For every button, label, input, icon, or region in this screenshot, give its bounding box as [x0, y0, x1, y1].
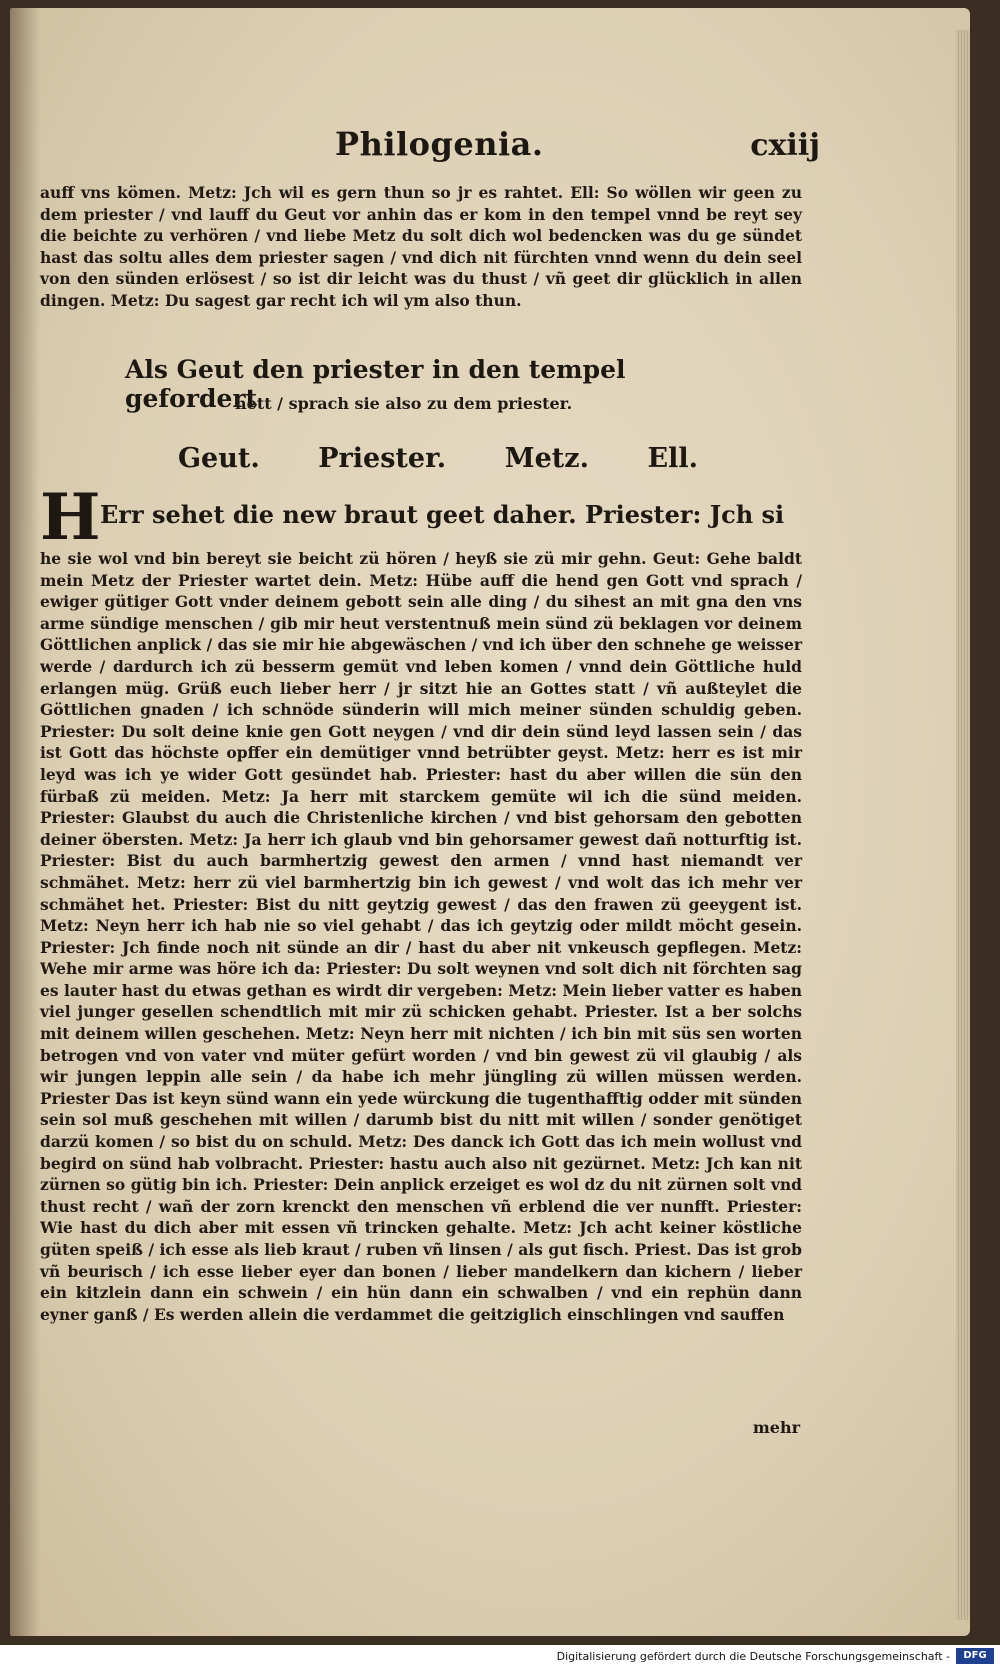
- running-title: Philogenia.: [335, 125, 544, 163]
- speaker-name: Ell.: [647, 443, 698, 474]
- speaker-list: [178, 443, 698, 474]
- section-subheading: hett / sprach sie also zu dem priester.: [235, 394, 573, 413]
- decorated-initial: H: [40, 480, 101, 555]
- page-edges: [956, 30, 970, 1620]
- footer-credit: Digitalisierung gefördert durch die Deutsche Forschungsgemeinschaft -: [556, 1650, 950, 1663]
- speaker-name: Geut.: [178, 443, 260, 474]
- speaker-name: Priester.: [318, 443, 447, 474]
- body-paragraph: he sie wol vnd bin bereyt sie beicht zü hören / heyß sie zü mir gehn. Geut: Gehe baldt mein Metz der Priester wartet dein. Metz: Hübe auff die hend gen Gott vnd sprach / ewiger gütiger Gott vnder deinem gebott sein alle ding / du sihest an mit gna den vns arme sündige menschen / gib mir heut verstentnuß mein sünd zü beklagen vor deinem Göttlichen anplick / das sie mir hie abgewäschen / vnd ich über den schnehe ge weisser werde / dardurch ich zü besserm gemüt vnd leben komen / vnnd dein Göttliche huld erlangen müg. Grüß euch lieber herr / jr sitzt hie an Gottes statt / vñ außteylet die Göttlichen gnaden / ich schnöde sünderin will mich meiner sünden schuldig geben. Priester: Du solt deine knie gen Gott neygen / vnd dir dein sünd leyd lassen sein / das ist Gott das höchste opffer ein demütiger vnnd betrübter geyst. Metz: herr es ist mir leyd was ich ye wider Gott gesündet hab. Priester: hast du aber willen die sün den fürbaß zü meiden. Metz: Ja herr mit starckem gemüte wil ich die sünd meiden. Priester: Glaubst du auch die Christenliche kirchen / vnd bist gehorsam den gebotten deiner öbersten. Metz: Ja herr ich glaub vnd bin gehorsamer gewest dañ notturftig ist. Priester: Bist du auch barmhertzig gewest den armen / vnnd hast niemandt ver schmähet. Metz: herr zü viel barmhertzig bin ich gewest / vnd wolt das ich mehr ver schmähet het. Priester: Bist du nitt geytzig gewest / das den frawen zü geeygent ist. Metz: Neyn herr ich hab nie so viel gehabt / das ich geytzig oder mildt möcht gesein. Priester: Jch finde noch nit sünde an dir / hast du aber nit vnkeusch gepflegen. Metz: Wehe mir arme was höre ich da: Priester: Du solt weynen vnd solt dich nit förchten sag es lauter hast du etwas gethan es wirdt dir vergeben: Metz: Mein lieber vatter es haben viel junger gesellen schendtlich mit mir zü schicken gehabt. Priester. Ist a ber solchs mit deinem willen geschehen. Metz: Neyn herr mit nichten / ich bin mit süs sen worten betrogen vnd von vater vnd müter gefürt worden / vnd bin gewest zü vil glaubig / als wir jungen leppin alle sein / da habe ich mehr jüngling zü willen müssen werden. Priester Das ist keyn sünd wann ein yede würckung die tugenthafftig odder mit sünden sein sol muß geschehen mit willen / darumb bist du nitt mit willen / sonder genötiget darzü komen / so bist du on schuld. Metz: Des danck ich Gott das ich mein wollust vnd begird on sünd hab volbracht. Priester: hastu auch also nit gezürnet. Metz: Jch kan nit zürnen so gütig bin ich. Priester: Dein anplick erzeiget es wol dz du nit zürnen solt vnd thust recht / wañ der zorn krenckt den menschen vñ erblend die ver nunfft. Priester: Wie hast du dich aber mit essen vñ trincken gehalte. Metz: Jch acht keiner köstliche güten speiß / ich esse als lieb kraut / ruben vñ linsen / als gut fisch. Priest. Das ist grob vñ beurisch / ich esse lieber eyer dan bonen / lieber mandelkern dan kichern / lieber ein kitzlein dann ein schwein / ein hün dann ein schwalben / vnd ein rephün dann eyner ganß / Es werden allein die verdammet die geitziglich einschlingen vnd sauffen: [40, 549, 802, 1324]
- intro-paragraph: auff vns kömen. Metz: Jch wil es gern thun so jr es rahtet. Ell: So wöllen wir geen zu dem priester / vnd lauff du Geut vor anhin das er kom in den tempel vnnd be reyt sey die beichte zu verhören / vnd liebe Metz du solt dich wol bedencken was du ge sündet hast das soltu alles dem priester sagen / vnd dich nit fürchten vnnd wenn du dein seel von den sünden erlösest / so ist dir leicht was du thust / vñ geet dir glücklich in allen dingen. Metz: Du sagest gar recht ich wil ym also thun.: [40, 183, 802, 310]
- lead-line: Err sehet die new braut geet daher. Priester: Jch si: [100, 500, 785, 529]
- dfg-logo: DFG: [956, 1648, 994, 1664]
- section-heading: Als Geut den priester in den tempel gefordert: [125, 355, 626, 413]
- spine-shadow: [10, 8, 40, 1636]
- speaker-name: Metz.: [504, 443, 589, 474]
- catchword: mehr: [752, 1418, 800, 1437]
- folio-number: cxiij: [750, 128, 820, 163]
